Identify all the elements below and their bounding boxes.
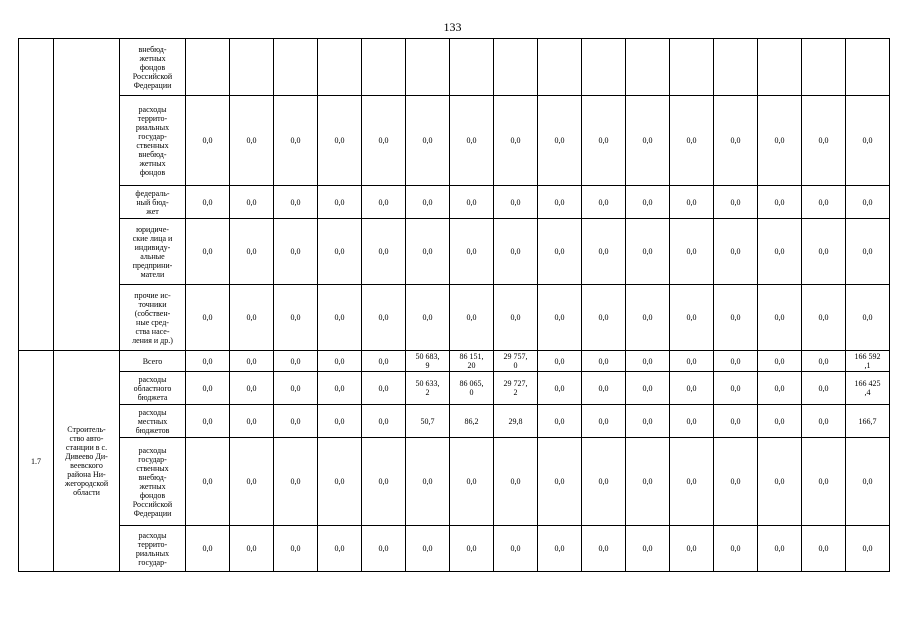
value-cell: 0,0 [274, 186, 318, 219]
value-cell: 0,0 [230, 372, 274, 405]
value-cell: 0,0 [802, 438, 846, 526]
value-cell: 0,0 [626, 438, 670, 526]
value-cell: 0,0 [186, 96, 230, 186]
funding-source-cell: федераль- ный бюд- жет [120, 186, 186, 219]
value-cell: 0,0 [758, 526, 802, 572]
value-cell: 0,0 [582, 438, 626, 526]
value-cell: 0,0 [626, 285, 670, 351]
value-cell: 0,0 [714, 96, 758, 186]
value-cell: 0,0 [362, 285, 406, 351]
value-cell: 0,0 [802, 372, 846, 405]
funding-source-cell: Всего [120, 351, 186, 372]
value-cell: 86 065, 0 [450, 372, 494, 405]
value-cell: 0,0 [714, 219, 758, 285]
value-cell: 0,0 [186, 186, 230, 219]
value-cell: 0,0 [582, 96, 626, 186]
value-cell: 0,0 [494, 285, 538, 351]
value-cell [670, 39, 714, 96]
value-cell: 0,0 [626, 405, 670, 438]
value-cell [450, 39, 494, 96]
value-cell: 0,0 [494, 438, 538, 526]
value-cell: 0,0 [450, 526, 494, 572]
value-cell: 0,0 [714, 351, 758, 372]
value-cell: 29 727, 2 [494, 372, 538, 405]
value-cell: 0,0 [670, 351, 714, 372]
value-cell: 0,0 [758, 285, 802, 351]
page-number: 133 [443, 20, 462, 34]
value-cell: 0,0 [406, 219, 450, 285]
value-cell: 0,0 [626, 351, 670, 372]
value-cell: 0,0 [758, 405, 802, 438]
value-cell: 0,0 [758, 438, 802, 526]
funding-source-cell: расходы государ- ственных внебюд- жетных фондов Российской Федерации [120, 438, 186, 526]
value-cell: 0,0 [670, 438, 714, 526]
value-cell: 0,0 [186, 372, 230, 405]
value-cell: 0,0 [230, 351, 274, 372]
value-cell: 0,0 [626, 96, 670, 186]
value-cell: 0,0 [318, 438, 362, 526]
value-cell: 0,0 [274, 372, 318, 405]
value-cell: 50,7 [406, 405, 450, 438]
value-cell: 0,0 [846, 285, 890, 351]
value-cell: 0,0 [406, 526, 450, 572]
value-cell: 0,0 [670, 219, 714, 285]
value-cell: 0,0 [802, 526, 846, 572]
value-cell: 0,0 [582, 372, 626, 405]
value-cell: 0,0 [450, 96, 494, 186]
table-body [19, 39, 890, 572]
value-cell: 0,0 [758, 219, 802, 285]
value-cell: 0,0 [230, 186, 274, 219]
value-cell: 29,8 [494, 405, 538, 438]
table-row [19, 285, 890, 351]
value-cell: 0,0 [450, 186, 494, 219]
value-cell [406, 39, 450, 96]
value-cell [758, 39, 802, 96]
value-cell: 0,0 [318, 285, 362, 351]
value-cell: 0,0 [186, 405, 230, 438]
value-cell: 0,0 [802, 186, 846, 219]
table-row [19, 96, 890, 186]
value-cell: 0,0 [802, 219, 846, 285]
table-row [19, 438, 890, 526]
value-cell [230, 39, 274, 96]
value-cell: 0,0 [362, 351, 406, 372]
value-cell: 0,0 [186, 526, 230, 572]
value-cell: 0,0 [274, 96, 318, 186]
value-cell: 0,0 [362, 219, 406, 285]
value-cell [802, 39, 846, 96]
value-cell: 0,0 [846, 96, 890, 186]
funding-source-cell: расходы террито- риальных государ- ственных внебюд- жетных фондов [120, 96, 186, 186]
value-cell: 0,0 [846, 219, 890, 285]
table-row [19, 39, 890, 96]
value-cell: 0,0 [230, 438, 274, 526]
value-cell: 0,0 [362, 438, 406, 526]
value-cell: 166 592 ,1 [846, 351, 890, 372]
value-cell: 0,0 [758, 351, 802, 372]
value-cell: 0,0 [714, 372, 758, 405]
value-cell: 0,0 [450, 285, 494, 351]
value-cell: 0,0 [538, 405, 582, 438]
value-cell: 0,0 [318, 219, 362, 285]
value-cell: 0,0 [538, 526, 582, 572]
value-cell: 0,0 [714, 526, 758, 572]
value-cell [494, 39, 538, 96]
value-cell: 0,0 [538, 438, 582, 526]
value-cell: 0,0 [626, 186, 670, 219]
value-cell [538, 39, 582, 96]
value-cell: 0,0 [714, 438, 758, 526]
value-cell: 50 633, 2 [406, 372, 450, 405]
value-cell: 0,0 [802, 351, 846, 372]
value-cell: 0,0 [406, 96, 450, 186]
value-cell: 0,0 [406, 438, 450, 526]
project-cell [54, 39, 120, 351]
value-cell: 0,0 [186, 219, 230, 285]
funding-source-cell: внебюд- жетных фондов Российской Федерации [120, 39, 186, 96]
value-cell: 0,0 [582, 526, 626, 572]
value-cell: 0,0 [318, 351, 362, 372]
funding-source-cell: прочие ис- точники (собствен- ные сред- ства насе- ления и др.) [120, 285, 186, 351]
value-cell [714, 39, 758, 96]
value-cell: 0,0 [274, 219, 318, 285]
value-cell: 0,0 [582, 219, 626, 285]
value-cell: 0,0 [802, 285, 846, 351]
value-cell: 0,0 [670, 405, 714, 438]
table-row [19, 405, 890, 438]
value-cell: 0,0 [714, 405, 758, 438]
value-cell: 0,0 [362, 405, 406, 438]
value-cell: 0,0 [318, 96, 362, 186]
value-cell [846, 39, 890, 96]
value-cell: 0,0 [230, 219, 274, 285]
project-name: Строитель- ство авто- станции в с. Дивеево Ди- веевского района Ни- жегородской области [54, 351, 120, 572]
value-cell: 0,0 [230, 526, 274, 572]
value-cell: 0,0 [230, 285, 274, 351]
value-cell: 0,0 [846, 186, 890, 219]
value-cell: 0,0 [318, 405, 362, 438]
value-cell: 0,0 [582, 405, 626, 438]
value-cell: 0,0 [274, 285, 318, 351]
value-cell: 0,0 [582, 351, 626, 372]
table-row [19, 526, 890, 572]
value-cell: 0,0 [758, 372, 802, 405]
value-cell [186, 39, 230, 96]
value-cell: 0,0 [538, 372, 582, 405]
item-index: 1.7 [19, 351, 54, 572]
value-cell: 0,0 [670, 96, 714, 186]
value-cell: 0,0 [846, 438, 890, 526]
value-cell: 166,7 [846, 405, 890, 438]
value-cell [362, 39, 406, 96]
value-cell [626, 39, 670, 96]
table-row [19, 186, 890, 219]
value-cell [274, 39, 318, 96]
funding-source-cell: расходы террито- риальных государ- [120, 526, 186, 572]
value-cell: 0,0 [362, 526, 406, 572]
value-cell: 0,0 [670, 372, 714, 405]
value-cell: 0,0 [538, 186, 582, 219]
value-cell: 0,0 [494, 186, 538, 219]
value-cell: 0,0 [626, 372, 670, 405]
value-cell: 0,0 [362, 372, 406, 405]
value-cell [318, 39, 362, 96]
value-cell: 50 683, 9 [406, 351, 450, 372]
value-cell: 0,0 [230, 405, 274, 438]
value-cell: 29 757, 0 [494, 351, 538, 372]
value-cell: 0,0 [802, 405, 846, 438]
value-cell: 0,0 [670, 186, 714, 219]
value-cell: 0,0 [494, 219, 538, 285]
table-row [19, 351, 890, 372]
table-row [19, 372, 890, 405]
value-cell [582, 39, 626, 96]
value-cell: 0,0 [406, 186, 450, 219]
value-cell: 86 151, 20 [450, 351, 494, 372]
value-cell: 0,0 [670, 285, 714, 351]
value-cell: 0,0 [186, 438, 230, 526]
budget-table [18, 38, 890, 572]
value-cell: 0,0 [494, 96, 538, 186]
value-cell: 0,0 [626, 219, 670, 285]
value-cell: 0,0 [274, 351, 318, 372]
value-cell: 166 425 ,4 [846, 372, 890, 405]
value-cell: 0,0 [582, 186, 626, 219]
value-cell: 0,0 [494, 526, 538, 572]
value-cell: 0,0 [538, 285, 582, 351]
value-cell: 0,0 [450, 438, 494, 526]
value-cell: 0,0 [670, 526, 714, 572]
value-cell: 0,0 [274, 405, 318, 438]
value-cell: 0,0 [802, 96, 846, 186]
value-cell: 0,0 [186, 285, 230, 351]
value-cell: 0,0 [318, 526, 362, 572]
value-cell: 0,0 [362, 186, 406, 219]
funding-source-cell: расходы областного бюджета [120, 372, 186, 405]
funding-source-cell: расходы местных бюджетов [120, 405, 186, 438]
value-cell: 0,0 [758, 96, 802, 186]
table-row [19, 219, 890, 285]
value-cell: 0,0 [274, 526, 318, 572]
funding-source-cell: юридиче- ские лица и индивиду- альные предприни- матели [120, 219, 186, 285]
value-cell: 0,0 [846, 526, 890, 572]
value-cell: 0,0 [362, 96, 406, 186]
value-cell: 0,0 [538, 351, 582, 372]
value-cell: 86,2 [450, 405, 494, 438]
value-cell: 0,0 [230, 96, 274, 186]
value-cell: 0,0 [186, 351, 230, 372]
value-cell: 0,0 [582, 285, 626, 351]
value-cell: 0,0 [714, 285, 758, 351]
value-cell: 0,0 [758, 186, 802, 219]
value-cell: 0,0 [450, 219, 494, 285]
value-cell: 0,0 [538, 96, 582, 186]
value-cell: 0,0 [274, 438, 318, 526]
value-cell: 0,0 [318, 186, 362, 219]
value-cell: 0,0 [626, 526, 670, 572]
value-cell: 0,0 [406, 285, 450, 351]
index-cell [19, 39, 54, 351]
value-cell: 0,0 [538, 219, 582, 285]
value-cell: 0,0 [714, 186, 758, 219]
value-cell: 0,0 [318, 372, 362, 405]
